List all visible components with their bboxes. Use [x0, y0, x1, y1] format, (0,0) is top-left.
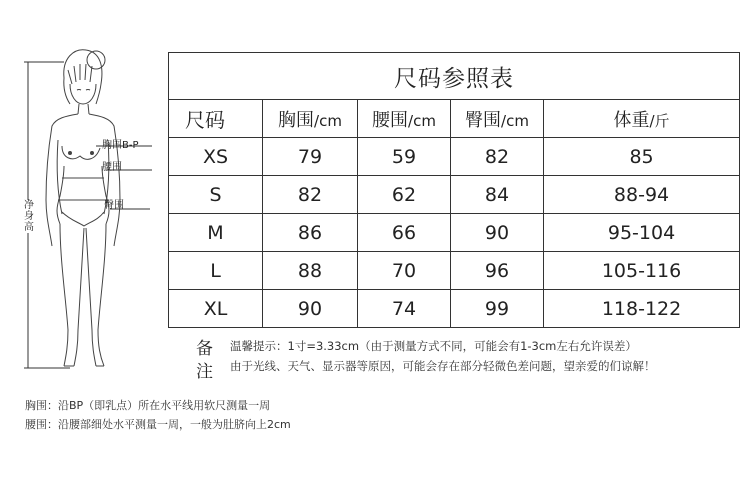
body-figure: [0, 0, 170, 380]
size-cell: XL: [169, 290, 263, 328]
value-cell: 62: [358, 176, 451, 214]
column-header: [451, 100, 544, 138]
value-cell: 88: [263, 252, 358, 290]
value-cell: 85: [544, 138, 740, 176]
value-cell: 86: [263, 214, 358, 252]
value-cell: 90: [451, 214, 544, 252]
note-line-1: 温馨提示：1寸=3.33cm（由于测量方式不同，可能会有1-3cm左右允许误差）: [230, 339, 637, 353]
size-cell: M: [169, 214, 263, 252]
column-header-unit: /cm: [314, 111, 342, 130]
bust-label: 胸围B-P: [102, 140, 139, 151]
value-cell: 70: [358, 252, 451, 290]
value-cell: 79: [263, 138, 358, 176]
footnote-bust: 胸围：沿BP（即乳点）所在水平线用软尺测量一周: [25, 399, 271, 412]
table-row: [169, 252, 740, 290]
column-header: [544, 100, 740, 138]
table-header-row: [169, 100, 740, 138]
value-cell: 96: [451, 252, 544, 290]
column-header-name: 臀围: [465, 109, 502, 131]
value-cell: 90: [263, 290, 358, 328]
column-header-name: 胸围: [278, 109, 315, 131]
column-header: [358, 100, 451, 138]
table-row: [169, 214, 740, 252]
table-row: [169, 138, 740, 176]
value-cell: 105-116: [544, 252, 740, 290]
table-title: 尺码参照表: [169, 53, 740, 100]
column-header-name: 尺码: [185, 108, 225, 132]
value-cell: 59: [358, 138, 451, 176]
hip-label: 臀围: [104, 200, 124, 211]
size-cell: XS: [169, 138, 263, 176]
body-figure-illustration: [0, 0, 170, 380]
value-cell: 95-104: [544, 214, 740, 252]
note-mark-1: 备: [196, 339, 213, 359]
footnote-waist: 腰围：沿腰部细处水平测量一周，一般为肚脐向上2cm: [25, 418, 291, 431]
value-cell: 99: [451, 290, 544, 328]
waist-label: 腰围: [102, 162, 122, 173]
value-cell: 66: [358, 214, 451, 252]
value-cell: 88-94: [544, 176, 740, 214]
note-line-2: 由于光线、天气、显示器等原因，可能会存在部分轻微色差问题，望亲爱的们谅解！: [230, 359, 656, 373]
column-header-name: 体重: [613, 109, 650, 131]
column-header-name: 腰围: [372, 109, 409, 131]
height-label: 净身高: [24, 200, 34, 233]
column-header-unit: /cm: [408, 111, 436, 130]
column-header: [263, 100, 358, 138]
value-cell: 74: [358, 290, 451, 328]
value-cell: 84: [451, 176, 544, 214]
size-cell: S: [169, 176, 263, 214]
column-header-unit: /cm: [501, 111, 529, 130]
table-row: [169, 290, 740, 328]
table-row: [169, 176, 740, 214]
column-header: [169, 100, 263, 138]
note-mark-2: 注: [196, 362, 213, 382]
value-cell: 82: [263, 176, 358, 214]
column-header-unit: /斤: [649, 111, 670, 130]
value-cell: 82: [451, 138, 544, 176]
size-chart-table: [168, 52, 740, 328]
size-cell: L: [169, 252, 263, 290]
value-cell: 118-122: [544, 290, 740, 328]
